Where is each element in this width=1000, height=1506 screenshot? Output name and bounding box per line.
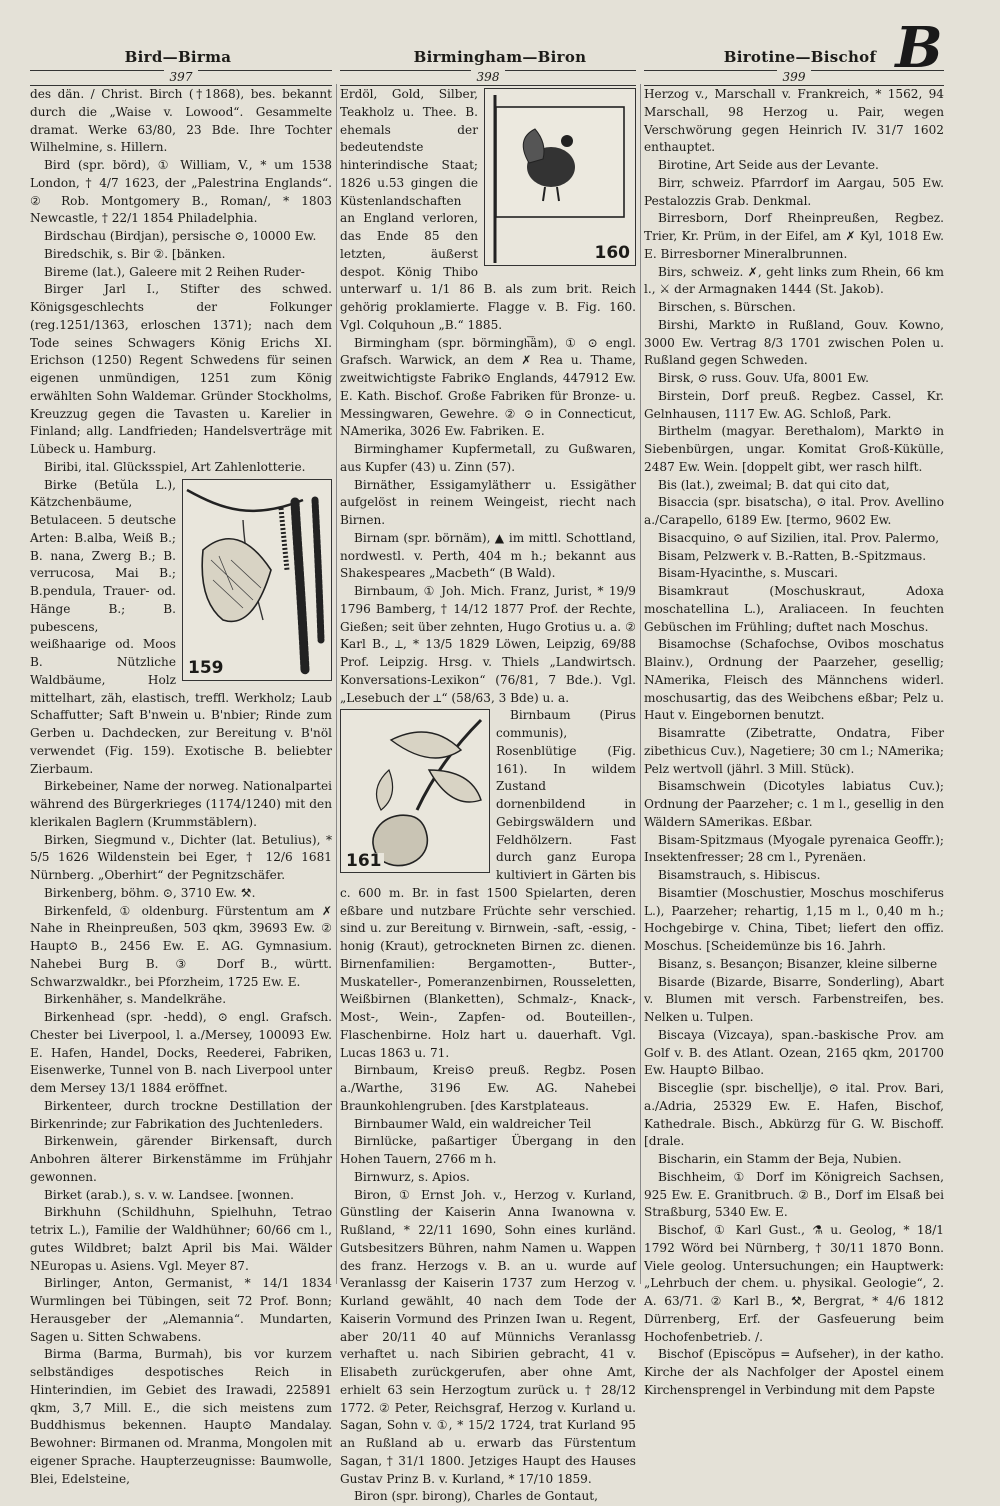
entry: Bisamkraut (Moschuskraut, Adoxa moschatellina L.), Araliaceen. In feuchten Gebüschen im Frühling; duftet nach Moschus. bbox=[644, 584, 944, 634]
entry: Birket (arab.), s. v. w. Landsee. [wonnen. bbox=[44, 1187, 294, 1202]
column-3 bbox=[644, 86, 944, 1397]
page-number-399: 399 bbox=[777, 70, 812, 84]
entry: Bisamstrauch, s. Hibiscus. bbox=[658, 868, 821, 882]
entry: Birkebeiner, Name der norweg. Nationalpartei während des Bürgerkrieges (1174/1240) mit den klerikalen Baglern (Krummstäblern). bbox=[30, 779, 332, 829]
entry: Birma (Barma, Burmah), bis vor kurzem selbständiges despotisches Reich in Hinterindien, im Gebiet des Irawadi, 225891 qkm, 3,7 Mill. E., die sich meistens zum Buddhismus bekennen. Haupt⊙ Mandalay. Bewohner: Birmanen od. Mranma, Mongolen mit eigener Sprache. Haupterzeugnisse: Baumwolle, Blei, Edelsteine, bbox=[30, 1347, 332, 1486]
entry: Birken, Siegmund v., Dichter (lat. Betulius), * 5/5 1626 Wildenstein bei Eger, † 12/6 1681 Nürnberg. „Oberhirt“ der Pegnitzschäfer. bbox=[30, 832, 332, 882]
entry: Birke (Betŭla L.), Kätzchenbäume, Betulaceen. 5 deutsche Arten: B.alba, Weiß B.; B. nana, Zwerg B.; B. verrucosa, Mai B.; B.pendula, Trauer- od. Hänge B.; B. pubescens, weißhaarige od. Moos B. Nützliche Waldbäume, Holz mittelhart, zäh, elastisch, treffl. Werkholz; Laub Schaffutter; Saft B'nwein u. B'nbier; Rinde zum Gerben u. Dachdecken, zur Bereitung v. B'nöl verwendet (Fig. 159). Exotische B. beliebter Zierbaum. bbox=[30, 477, 332, 776]
entry: Birkenhead (spr. -hedd), ⊙ engl. Grafsch. Chester bei Liverpool, l. a./Mersey, 100093 Ew. E. Hafen, Handel, Docks, Reederei, Fabriken, Eisenwerke, Tunnel von B. nach Liverpool unter dem Mersey 13/1 1884 eröffnet. bbox=[30, 1010, 332, 1095]
entry: Bisanz, s. Besançon; Bisanzer, kleine silberne bbox=[658, 956, 938, 971]
entry: Birnäther, Essigamylätherr u. Essigäther aufgelöst in reinem Weingeist, riecht nach Birnen. bbox=[340, 477, 636, 527]
entry: Birschen, s. Bürschen. bbox=[658, 300, 796, 314]
entry: Bischarin, ein Stamm der Beja, Nubien. bbox=[658, 1152, 902, 1166]
entry: Birmingham (spr. börmingh͞äm), ① ⊙ engl. Grafsch. Warwick, an dem ✗ Rea u. Thame, zweitwichtigste Fabrik⊙ Englands, 447912 Ew. E. Kath. Bischof. Große Fabriken für Bronze- u. Messingwaren, Gewehre. ② ⊙ in Connecticut, NAmerika, 3026 Ew. Fabriken. E. bbox=[340, 335, 636, 439]
entry: Bireme (lat.), Galeere mit 2 Reihen Ruder- bbox=[44, 264, 305, 279]
entry: Bisacquino, ⊙ auf Sizilien, ital. Prov. Palermo, bbox=[658, 530, 940, 545]
entry: Bird (spr. börd), ① William, V., * um 1538 London, † 4/7 1623, der „Palestrina Englands“. ② Rob. Montgomery B., Roman/, * 1803 Newcastle, † 22/1 1854 Philadelphia. bbox=[30, 158, 332, 226]
entry: Birkhuhn (Schildhuhn, Spielhuhn, Tetrao tetrix L.), Familie der Waldhühner; 60/66 cm l., gutes Wildbret; balzt April bis Mai. Wälder NEuropas u. Asiens. Vgl. Meyer 87. bbox=[30, 1205, 332, 1273]
entry: Bisarde (Bizarde, Bisarre, Sonderling), Abart v. Blumen mit versch. Farbenstreifen, bes. Nelken u. Tulpen. bbox=[644, 974, 944, 1024]
birch-branch-illustration bbox=[183, 480, 331, 680]
entry: Birsk, ⊙ russ. Gouv. Ufa, 8001 Ew. bbox=[658, 371, 870, 385]
page-number-398: 398 bbox=[471, 70, 506, 84]
page-number-397: 397 bbox=[164, 70, 199, 84]
column-2 bbox=[340, 86, 636, 1504]
entry: Herzog v., Marschall v. Frankreich, * 1562, 94 Marschall, 98 Herzog u. Pair, wegen Verschwörung gegen Heinrich IV. 31/7 1602 enthauptet. bbox=[644, 87, 944, 155]
entry: Birkenberg, böhm. ⊙, 3710 Ew. ⚒. bbox=[44, 885, 256, 900]
entry: Bisaccia (spr. bisatscha), ⊙ ital. Prov. Avellino a./Carapello, 6189 Ew. [termo, 9602 Ew. bbox=[644, 495, 944, 527]
column-1 bbox=[30, 86, 332, 1486]
entry: Birkenfeld, ① oldenburg. Fürstentum am ✗ Nahe in Rheinpreußen, 503 qkm, 39693 Ew. ② Haupt⊙ B., 2456 Ew. E. AG. Gymnasium. Nahebei Burg B. ③ Dorf B., württ. Schwarzwaldkr., bei Pforzheim, 1725 Ew. E. bbox=[30, 903, 332, 989]
entry: Erdöl, Gold, Silber, Teakholz u. Thee. B. ehemals der bedeutendste hinterindische Staat; 1826 u.53 gingen die Küstenlandschaften an England verloren, das Ende 85 den letzten, äußerst despot. König Thibo unterwarf u. 1/1 86 B. als zum brit. Reich gehörig proklamierte. Flagge v. B. Fig. 160. Vgl. Colquhoun „B.“ 1885. bbox=[340, 87, 636, 332]
figure-number-161: 161 bbox=[346, 850, 382, 871]
entry: Birnam (spr. börnäm), ▲ im mittl. Schottland, nordwestl. v. Perth, 404 m h.; bekannt aus Shakespeares „Macbeth“ (B Wald). bbox=[340, 530, 636, 581]
entry: Birnlücke, paßartiger Übergang in den Hohen Tauern, 2766 m h. bbox=[340, 1134, 636, 1166]
entry: Birkenhäher, s. Mandelkrähe. bbox=[44, 992, 227, 1007]
entry: Biron (spr. birong), Charles de Gontaut, bbox=[354, 1489, 599, 1504]
entry: Bischof (Episcŏpus = Aufseher), in der katho. Kirche der als Nachfolger der Apostel einem Kirchensprengel in Verbindung mit dem Papste bbox=[644, 1347, 944, 1397]
entry: Bisam, Pelzwerk v. B.-Ratten, B.-Spitzmaus. bbox=[658, 548, 927, 563]
entry: Birr, schweiz. Pfarrdorf im Aargau, 505 Ew. Pestalozzis Grab. Denkmal. bbox=[644, 175, 944, 208]
figure-number-160: 160 bbox=[594, 243, 630, 264]
entry: Birnwurz, s. Apios. bbox=[354, 1169, 470, 1184]
entry: Bisamschwein (Dicotyles labiatus Cuv.); Ordnung der Paarzeher; c. 1 m l., gesellig in den Wäldern SAmerikas. Eßbar. bbox=[644, 779, 944, 829]
burma-flag-illustration bbox=[485, 89, 635, 265]
thumb-index-letter: B bbox=[895, 15, 943, 81]
entry: Birnbaum, ① Joh. Mich. Franz, Jurist, * 19/9 1796 Bamberg, † 14/12 1877 Prof. der Rechte, Gießen; seit über zehnten, Hugo Grotius u. a. ② Karl B., ⟂, * 13/5 1829 Löwen, Leipzig, 69/88 Prof. Leipzig. Hrsg. v. Thiels „Landwirtsch. Konversations-Lexikon“ (76/81, 7 Bde.). Vgl. „Lesebuch der ⟂“ (58/63, 3 Bde) u. a. bbox=[340, 584, 636, 705]
header-col2: Birmingham—Biron bbox=[413, 48, 587, 66]
entry: Biron, ① Ernst Joh. v., Herzog v. Kurland, Günstling der Kaiserin Anna Iwanowna v. Rußland, * 22/11 1690, Sohn eines kurländ. Gutsbesitzers Bühren, nahm Namen u. Wappen des franz. Herzogs v. B. an u. wurde auf Veranlassg der Kaiserin 1737 zum Herzog v. Kurland gewählt, 40 nach dem Tode der Kaiserin Vormund des Prinzen Iwan u. Regent, aber 20/11 40 auf Münnichs Veranlassg verhaftet u. nach Sibirien gebracht, 41 v. Elisabeth zurückgerufen, aber ohne Amt, erhielt 63 sein Herzogtum zurück u. † 28/12 1772. ② Peter, Reichsgraf, Herzog v. Kurland u. Sagan, Sohn v. ①, * 15/2 1724, trat Kurland 95 an Rußland ab u. erwarb das Fürstentum Sagan, † 31/1 1800. Jetziges Haupt des Hauses Gustav Prinz B. v. Kurland, * 17/10 1859. bbox=[340, 1187, 636, 1486]
entry: Bischheim, ① Dorf im Königreich Sachsen, 925 Ew. E. Granitbruch. ② B., Dorf im Elsaß bei Straßburg, 5340 Ew. E. bbox=[644, 1169, 944, 1220]
column-rule-2 bbox=[640, 84, 641, 1284]
column-rule-1 bbox=[336, 84, 337, 1284]
entry: Bisamtier (Moschustier, Moschus moschiferus L.), Paarzeher; rehartig, 1,15 m l., 0,40 m h.; Hochgebirge v. China, Tibet; liefert den offiz. Moschus. [Scheidemünze bis 16. Jahrh. bbox=[644, 885, 944, 953]
entry: Birdschau (Birdjan), persische ⊙, 10000 Ew. bbox=[44, 229, 317, 243]
folio-col1 bbox=[30, 70, 332, 86]
entry: Bisam-Hyacinthe, s. Muscari. bbox=[658, 566, 838, 581]
entry: Birstein, Dorf preuß. Regbez. Cassel, Kr. Gelnhausen, 1117 Ew. AG. Schloß, Park. bbox=[644, 388, 944, 421]
entry: Birthelm (magyar. Berethalom), Markt⊙ in Siebenbürgen, ungar. Komitat Groß-Kükülle, 2487 Ew. Wein. [doppelt gibt, wer rasch hilft. bbox=[644, 424, 944, 474]
folio-col3 bbox=[644, 70, 944, 86]
entry: Birnbaum (Pirus communis), Rosenblütige (Fig. 161). In wildem Zustand dornenbildend in Gebirgswäldern und Feldhölzern. Fast durch ganz Europa kultiviert in Gärten bis c. 600 m. Br. in fast 1500 Spielarten, deren eßbare und nutzbare Früchte sehr verschied. sind u. zur Bereitung v. Birnwein, -saft, -essig, -honig (Kraut), getrockneten Birnen zc. dienen. Birnenfamilien: Bergamotten-, Butter-, Muskateller-, Pomeranzenbirnen, Rousseletten, Weißbirnen (Blanketten), Schmalz-, Knack-, Most-, Wein-, Zapfen- od. Bouteillen-, Flaschenbirne. Holz hart u. dauerhaft. Vgl. Lucas 1863 u. 71. bbox=[340, 708, 636, 1060]
entry: Birotine, Art Seide aus der Levante. bbox=[658, 158, 879, 172]
header-col3: Birotine—Bischof bbox=[723, 48, 877, 66]
entry: Birlinger, Anton, Germanist, * 14/1 1834 Wurmlingen bei Tübingen, seit 72 Prof. Bonn; Herausgeber der „Alemannia“. Mundarten, Sagen u. Sitten Schwabens. bbox=[30, 1276, 332, 1344]
entry: des dän. / Christ. Birch (†1868), bes. bekannt durch die „Waise v. Lowood“. Gesammelte dramat. Werke 63/80, 23 Bde. Ihre Tochter Wilhelmine, s. Hillern. bbox=[30, 87, 332, 155]
figure-number-159: 159 bbox=[188, 657, 224, 678]
entry: Bisceglie (spr. bischellje), ⊙ ital. Prov. Bari, a./Adria, 25329 Ew. E. Hafen, Bischof, Kathedrale. Bisch., Abkürzg für G. W. Bischoff. [drale. bbox=[644, 1081, 944, 1149]
entry: Birshi, Markt⊙ in Rußland, Gouv. Kowno, 3000 Ew. Vertrag 8/3 1701 zwischen Polen u. Rußland gegen Schweden. bbox=[644, 317, 944, 368]
figure-birch bbox=[182, 479, 332, 681]
entry: Bischof, ① Karl Gust., ⚗ u. Geolog, * 18/1 1792 Wörd bei Nürnberg, † 30/11 1870 Bonn. Viele geolog. Untersuchungen; ein Hauptwerk: „Lehrbuch der chem. u. physikal. Geologie“, 2. A. 63/71. ② Karl B., ⚒, Bergrat, * 4/6 1812 Dürrenberg, Erf. der Gasfeuerung beim Hochofenbetrieb. /. bbox=[644, 1223, 944, 1344]
entry: Bisam-Spitzmaus (Myogale pyrenaica Geoffr.); Insektenfresser; 28 cm l., Pyrenäen. bbox=[644, 832, 944, 865]
figure-pear bbox=[340, 709, 490, 873]
entry: Birkenwein, gärender Birkensaft, durch Anbohren älterer Birkenstämme im Frühjahr gewonnen. bbox=[30, 1134, 332, 1184]
entry: Birresborn, Dorf Rheinpreußen, Regbez. Trier, Kr. Prüm, in der Eifel, am ✗ Kyl, 1018 Ew. E. Birresborner Mineralbrunnen. bbox=[644, 211, 944, 261]
entry: Birger Jarl I., Stifter des schwed. Königsgeschlechts der Folkunger (reg.1251/1363, erloschen 1371); nach dem Tode seines Schwagers König Erichs XI. Erichson (1250) Regent Schwedens für seinen eigenen unmündigen, 1251 zum König erwählten Sohn Waldemar. Gründer Stockholms, Kreuzzug gegen die Tavasten u. Karelier in Finland; allg. Landfrieden; Handelsverträge mit Lübeck u. Hamburg. bbox=[30, 282, 332, 456]
entry: Bisamratte (Zibetratte, Ondatra, Fiber zibethicus Cuv.), Nagetiere; 30 cm l.; NAmerika; Pelz wertvoll (jährl. 3 Mill. Stück). bbox=[644, 726, 944, 776]
entry: Birs, schweiz. ✗, geht links zum Rhein, 66 km l., ⚔ der Armagnaken 1444 (St. Jakob). bbox=[644, 264, 944, 297]
entry: Bisamochse (Schafochse, Ovibos moschatus Blainv.), Ordnung der Paarzeher, gesellig; NAmerika, Fleisch des Männchens widerl. moschusartig, das des Weibchens eßbar; Pelz u. Haut v. Eingebornen benutzt. bbox=[644, 637, 944, 723]
entry: Birnbaum, Kreis⊙ preuß. Regbz. Posen a./Warthe, 3196 Ew. AG. Nahebei Braunkohlengruben. [des Karstplateaus. bbox=[340, 1063, 636, 1113]
pear-branch-illustration bbox=[341, 710, 489, 872]
entry: Bis (lat.), zweimal; B. dat qui cito dat, bbox=[658, 477, 890, 492]
figure-flag bbox=[484, 88, 636, 266]
entry: Birminghamer Kupfermetall, zu Gußwaren, aus Kupfer (43) u. Zinn (57). bbox=[340, 442, 636, 474]
folio-col2 bbox=[340, 70, 636, 86]
entry: Birkenteer, durch trockne Destillation der Birkenrinde; zur Fabrikation des Juchtenleders. bbox=[30, 1098, 332, 1131]
entry: Biribi, ital. Glücksspiel, Art Zahlenlotterie. bbox=[44, 459, 306, 474]
entry: Biredschik, s. Bir ②. [bänken. bbox=[44, 246, 226, 261]
header-col1: Bird—Birma bbox=[124, 48, 232, 66]
entry: Biscaya (Vizcaya), span.-baskische Prov. am Golf v. B. des Atlant. Ozean, 2165 qkm, 201700 Ew. Haupt⊙ Bilbao. bbox=[644, 1027, 944, 1078]
entry: Birnbaumer Wald, ein waldreicher Teil bbox=[354, 1116, 592, 1131]
